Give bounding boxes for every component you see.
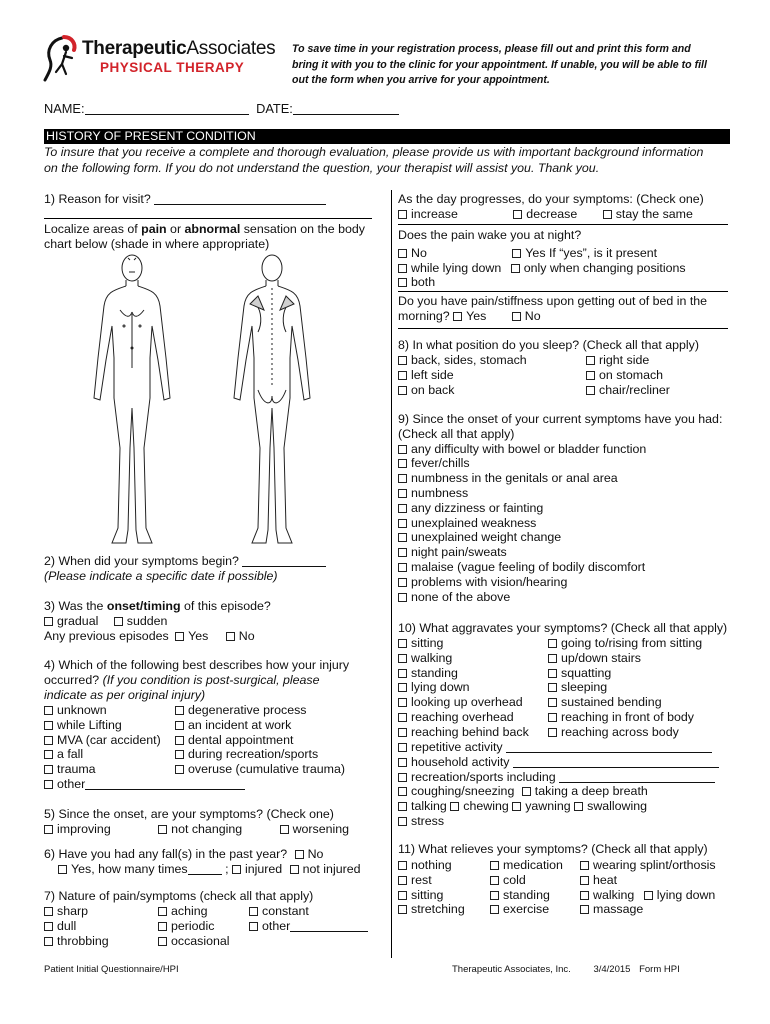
- q10-extra-options: [398, 740, 719, 829]
- q10-option-checkbox[interactable]: reaching behind back: [398, 725, 529, 740]
- q4-overuse-checkbox[interactable]: overuse (cumulative trauma): [175, 762, 345, 777]
- q4-lifting-checkbox[interactable]: while Lifting: [44, 718, 245, 733]
- q8-left-side-checkbox[interactable]: left side: [398, 368, 527, 383]
- q10-option-checkbox[interactable]: sustained bending: [548, 695, 702, 710]
- q10-household-checkbox[interactable]: household activity: [398, 755, 719, 770]
- q11-option-checkbox[interactable]: stretching: [398, 902, 465, 917]
- day-decrease-checkbox[interactable]: decrease: [513, 207, 577, 221]
- q4-injury-cause: 4) Which of the following best describes how your injury occurred? (If you condition is post-surgical, please indicate as per original injury): [44, 658, 350, 702]
- header-note-line: out the form when you arrive for your appointment.: [292, 74, 550, 86]
- q11-lying-checkbox[interactable]: lying down: [644, 888, 716, 902]
- footer-date: 3/4/2015: [593, 964, 631, 975]
- q6-yes-checkbox[interactable]: Yes, how many times: [58, 862, 188, 876]
- body-chart[interactable]: [92, 248, 330, 553]
- name-field[interactable]: [85, 102, 249, 115]
- q7-occasional-checkbox[interactable]: occasional: [158, 934, 230, 949]
- q11-option-checkbox[interactable]: sitting: [398, 888, 465, 903]
- q11-option-checkbox[interactable]: cold: [490, 873, 563, 888]
- header-note-line: bring it with you to the clinic for your appointment. If unable, you will be able to fill: [292, 58, 707, 71]
- q3-sudden-checkbox[interactable]: sudden: [114, 614, 168, 628]
- night-position-checkbox[interactable]: only when changing positions: [511, 261, 686, 275]
- q9-option-checkbox[interactable]: night pain/sweats: [398, 545, 722, 560]
- q11-option-checkbox[interactable]: wearing splint/orthosis: [580, 858, 716, 873]
- q4-fall-checkbox[interactable]: a fall: [44, 747, 245, 762]
- q11-option-checkbox[interactable]: nothing: [398, 858, 465, 873]
- q1-reason: [44, 192, 326, 207]
- q7-col2: [158, 904, 230, 948]
- company-logo: [42, 34, 282, 84]
- q1-reason-field[interactable]: [154, 193, 326, 205]
- q8-back-sides-checkbox[interactable]: back, sides, stomach: [398, 353, 527, 368]
- name-label: NAME:: [44, 101, 85, 116]
- q5-worsening-checkbox[interactable]: worsening: [280, 822, 349, 836]
- q10-option-checkbox[interactable]: going to/rising from sitting: [548, 636, 702, 651]
- night-both-checkbox[interactable]: both: [398, 275, 686, 290]
- q9-option-checkbox[interactable]: problems with vision/hearing: [398, 575, 722, 590]
- q6-no-checkbox[interactable]: No: [295, 847, 324, 861]
- q4-other-checkbox[interactable]: other: [44, 777, 245, 792]
- intro-text: [44, 145, 734, 176]
- q11-option-checkbox[interactable]: medication: [490, 858, 563, 873]
- q11-option-checkbox[interactable]: exercise: [490, 902, 563, 917]
- q10-left-options: [398, 636, 529, 740]
- q11-col2: [490, 858, 563, 917]
- q10-option-checkbox[interactable]: looking up overhead: [398, 695, 529, 710]
- q5-improving-checkbox[interactable]: improving: [44, 822, 111, 836]
- section-title-bar: HISTORY OF PRESENT CONDITION: [44, 129, 730, 144]
- q11-relieving: 11) What relieves your symptoms? (Check all that apply): [398, 842, 708, 856]
- q7-periodic-checkbox[interactable]: periodic: [158, 919, 230, 934]
- divider: [398, 224, 728, 225]
- q4-trauma-checkbox[interactable]: trauma: [44, 762, 245, 777]
- footer-form-name: Patient Initial Questionnaire/HPI: [44, 964, 179, 975]
- q10-option-checkbox[interactable]: sleeping: [548, 680, 702, 695]
- q4-degenerative-checkbox[interactable]: degenerative process: [175, 703, 345, 718]
- q7-nature: 7) Nature of pain/symptoms (check all that apply): [44, 889, 314, 903]
- q11-option-checkbox[interactable]: rest: [398, 873, 465, 888]
- q10-aggravating: 10) What aggravates your symptoms? (Check all that apply): [398, 621, 728, 635]
- q5-progression: 5) Since the onset, are your symptoms? (Check one) improving not changing worsening: [44, 807, 350, 836]
- day-increase-checkbox[interactable]: increase: [398, 207, 458, 221]
- night-pain: Does the pain wake you at night? No Yes If “yes”, is it present while lying down only when changing positions both: [398, 228, 686, 290]
- q9-red-flags: 9) Since the onset of your current symptoms have you had: (Check all that apply) any difficulty with bowel or bladder function fever/chills numbness in the genitals or anal area numbness any dizziness or fainting unexplained weakness unexplained weight change night pain/sweats malaise (vague feeling of bodily discomfort problems with vision/hearing none of the above: [398, 412, 723, 604]
- q7-constant-checkbox[interactable]: constant: [249, 904, 368, 919]
- intro-line: on the following form. If you do not understand the question, your therapist will assist you. Thank you.: [44, 160, 600, 175]
- q10-option-checkbox[interactable]: reaching overhead: [398, 710, 529, 725]
- brand-subtitle: PHYSICAL THERAPY: [100, 60, 245, 75]
- q10-option-checkbox[interactable]: up/down stairs: [548, 651, 702, 666]
- q9-option-checkbox[interactable]: malaise (vague feeling of bodily discomfort: [398, 560, 722, 575]
- q7-other-checkbox[interactable]: other: [249, 919, 368, 934]
- q10-option-checkbox[interactable]: sitting: [398, 636, 529, 651]
- q8-right-side-checkbox[interactable]: right side: [586, 353, 670, 368]
- q10-option-checkbox[interactable]: reaching in front of body: [548, 710, 702, 725]
- q11-col1: [398, 858, 465, 917]
- q8-left-options: [398, 353, 527, 397]
- q8-chair-checkbox[interactable]: chair/recliner: [586, 383, 670, 398]
- q4-dental-checkbox[interactable]: dental appointment: [175, 733, 345, 748]
- q10-option-checkbox[interactable]: squatting: [548, 666, 702, 681]
- q9-option-checkbox[interactable]: unexplained weight change: [398, 530, 722, 545]
- q6-injured-checkbox[interactable]: injured: [232, 862, 282, 876]
- q8-on-back-checkbox[interactable]: on back: [398, 383, 527, 398]
- q10-talking-checkbox[interactable]: talking: [398, 799, 447, 813]
- q3-onset-timing: 3) Was the onset/timing of this episode? gradual sudden Any previous episodes Yes No: [44, 599, 271, 643]
- q8-on-stomach-checkbox[interactable]: on stomach: [586, 368, 670, 383]
- q4-options-right: [175, 703, 345, 777]
- footer-meta: [452, 964, 680, 975]
- q10-option-checkbox[interactable]: lying down: [398, 680, 529, 695]
- header-note: [292, 42, 740, 89]
- night-yes-checkbox[interactable]: Yes If “yes”, is it present: [512, 246, 657, 260]
- q2-date-field[interactable]: [242, 555, 326, 567]
- localize-instructions: Localize areas of pain or abnormal sensation on the body chart below (shade in where appropriate): [44, 222, 365, 251]
- q10-coughing-checkbox[interactable]: coughing/sneezing: [398, 784, 514, 798]
- q10-stress-checkbox[interactable]: stress: [398, 814, 719, 829]
- q10-swallowing-checkbox[interactable]: swallowing: [574, 799, 647, 813]
- night-no-checkbox[interactable]: No: [398, 246, 427, 260]
- q3-prev-no-checkbox[interactable]: No: [226, 629, 255, 643]
- q9-option-checkbox[interactable]: numbness: [398, 486, 722, 501]
- divider: [398, 328, 728, 329]
- bed-no-checkbox[interactable]: No: [512, 309, 541, 323]
- q3-prev-yes-checkbox[interactable]: Yes: [175, 629, 208, 643]
- q10-chewing-checkbox[interactable]: chewing: [450, 799, 508, 813]
- brand-name: TherapeuticAssociates: [82, 38, 276, 59]
- q10-option-checkbox[interactable]: standing: [398, 666, 529, 681]
- q9-option-checkbox[interactable]: any dizziness or fainting: [398, 501, 722, 516]
- name-date-row: [44, 101, 399, 116]
- q7-dull-checkbox[interactable]: dull: [44, 919, 109, 934]
- morning-stiffness: Do you have pain/stiffness upon getting out of bed in the morning? Yes No: [398, 294, 708, 323]
- q3-gradual-checkbox[interactable]: gradual: [44, 614, 98, 628]
- q11-option-checkbox[interactable]: standing: [490, 888, 563, 903]
- q6-falls: 6) Have you had any fall(s) in the past year? No Yes, how many times ; injured not injured: [44, 847, 361, 876]
- q9-option-checkbox[interactable]: none of the above: [398, 590, 722, 605]
- body-front-figure: [94, 255, 170, 543]
- night-lying-checkbox[interactable]: while lying down: [398, 261, 501, 275]
- q1-extra-line[interactable]: [44, 218, 372, 219]
- q4-unknown-checkbox[interactable]: unknown: [44, 703, 245, 718]
- q4-work-checkbox[interactable]: an incident at work: [175, 718, 345, 733]
- footer-company: Therapeutic Associates, Inc.: [452, 964, 571, 975]
- q11-option-checkbox[interactable]: massage: [580, 902, 716, 917]
- q11-col3: [580, 858, 716, 917]
- q8-sleep-position: 8) In what position do you sleep? (Check all that apply): [398, 338, 699, 352]
- footer-form-id: Form HPI: [639, 964, 680, 975]
- q6-not-injured-checkbox[interactable]: not injured: [290, 862, 361, 876]
- q5-not-changing-checkbox[interactable]: not changing: [158, 822, 242, 836]
- q2-symptom-onset: 2) When did your symptoms begin? (Please indicate a specific date if possible): [44, 554, 326, 584]
- q10-option-checkbox[interactable]: reaching across body: [548, 725, 702, 740]
- q4-mva-checkbox[interactable]: MVA (car accident): [44, 733, 245, 748]
- body-back-figure: [234, 255, 310, 543]
- q7-col3: [249, 904, 368, 934]
- date-field[interactable]: [293, 102, 399, 115]
- header-note-line: To save time in your registration process, please fill out and print this form and: [292, 43, 691, 55]
- intro-line: To insure that you receive a complete and thorough evaluation, please provide us with important background information: [44, 145, 704, 159]
- q10-right-options: [548, 636, 702, 740]
- date-label: DATE:: [256, 101, 293, 116]
- runner-logo-icon: [42, 34, 82, 84]
- q10-repetitive-checkbox[interactable]: repetitive activity: [398, 740, 719, 755]
- q10-yawning-checkbox[interactable]: yawning: [512, 799, 570, 813]
- q11-option-checkbox[interactable]: walking: [580, 888, 634, 902]
- q1-label: 1) Reason for visit?: [44, 192, 151, 206]
- q11-option-checkbox[interactable]: heat: [580, 873, 716, 888]
- q7-sharp-checkbox[interactable]: sharp: [44, 904, 109, 919]
- q10-recreation-checkbox[interactable]: recreation/sports including: [398, 770, 719, 785]
- q9-option-checkbox[interactable]: any difficulty with bowel or bladder function: [398, 442, 722, 457]
- day-same-checkbox[interactable]: stay the same: [603, 207, 693, 221]
- divider: [398, 291, 728, 292]
- q9-option-checkbox[interactable]: fever/chills: [398, 456, 722, 471]
- column-divider: [391, 190, 392, 958]
- q10-option-checkbox[interactable]: walking: [398, 651, 529, 666]
- q6-count-field[interactable]: [188, 863, 222, 875]
- day-progression: As the day progresses, do your symptoms: (Check one) increase decrease stay the same: [398, 192, 704, 221]
- q7-throbbing-checkbox[interactable]: throbbing: [44, 934, 109, 949]
- q10-deep-breath-checkbox[interactable]: taking a deep breath: [522, 784, 648, 798]
- q4-recreation-checkbox[interactable]: during recreation/sports: [175, 747, 345, 762]
- q7-aching-checkbox[interactable]: aching: [158, 904, 230, 919]
- q8-right-options: [586, 353, 670, 397]
- bed-yes-checkbox[interactable]: Yes: [453, 309, 486, 323]
- q9-option-checkbox[interactable]: unexplained weakness: [398, 516, 722, 531]
- q9-option-checkbox[interactable]: numbness in the genitals or anal area: [398, 471, 722, 486]
- q7-col1: [44, 904, 109, 948]
